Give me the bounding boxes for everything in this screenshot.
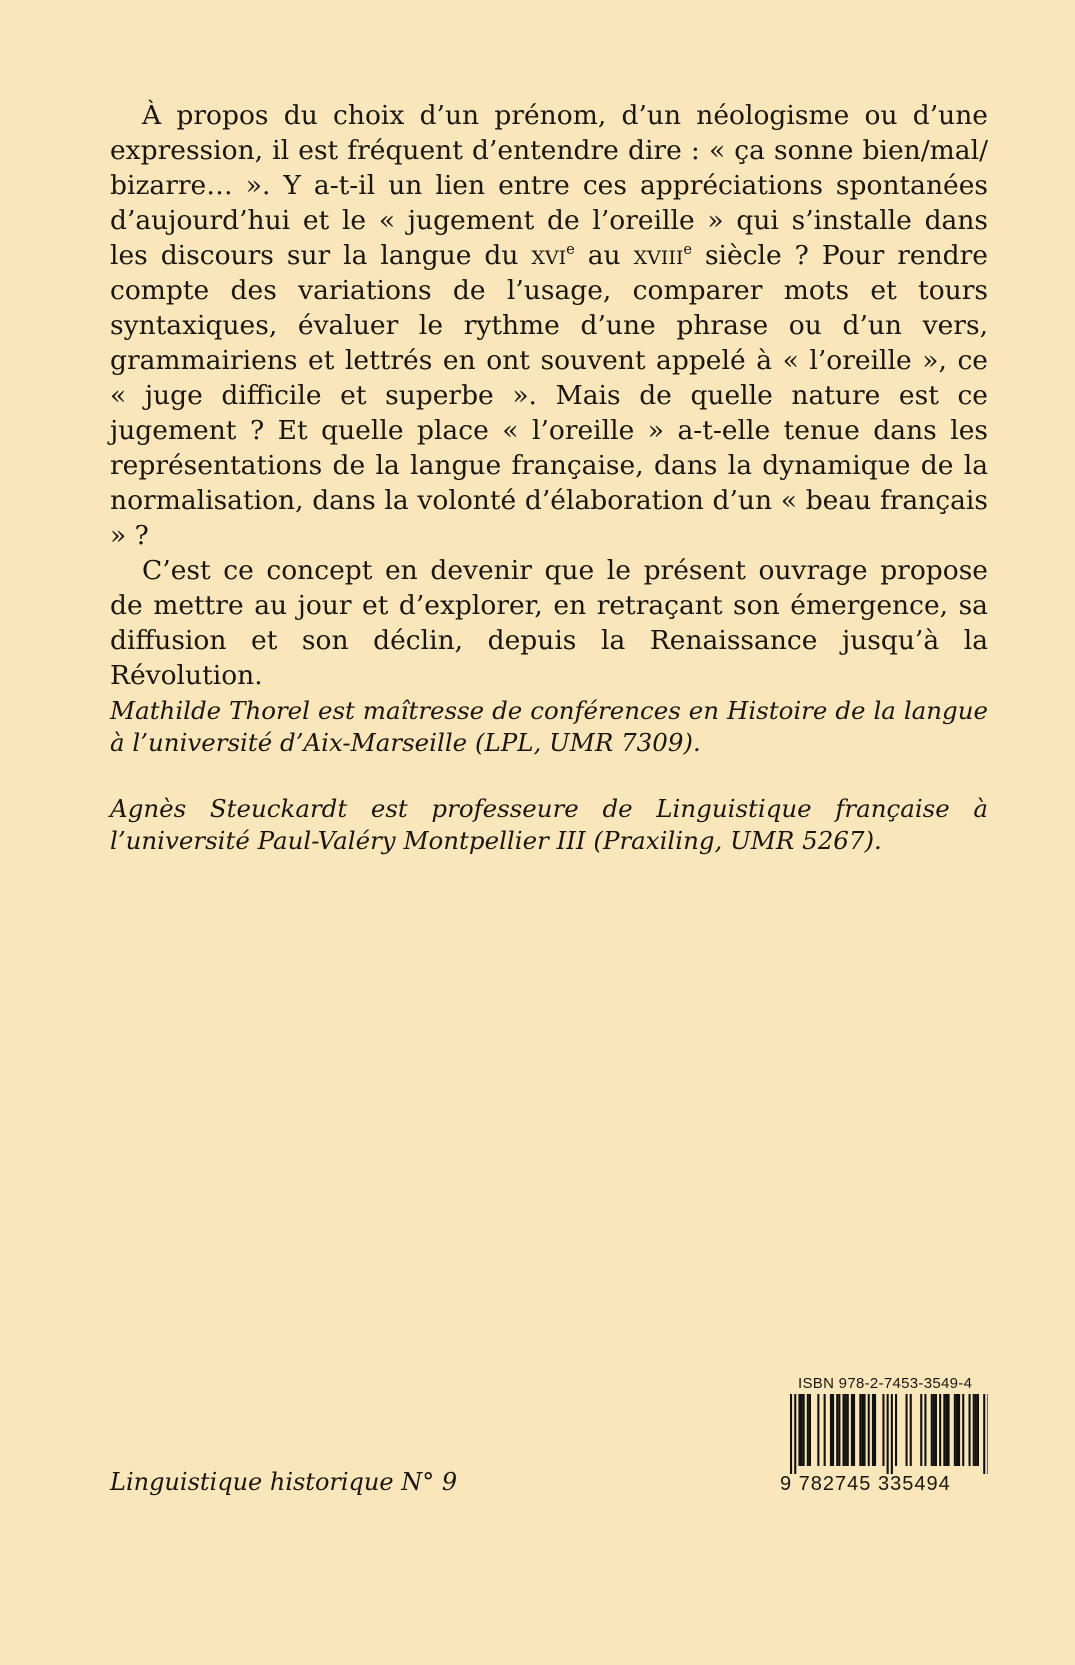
barcode-bar	[853, 1394, 855, 1466]
barcode-bar	[794, 1394, 796, 1474]
barcode-bar	[954, 1394, 956, 1466]
century-18: xviii	[633, 240, 684, 271]
barcode-bar	[830, 1394, 832, 1466]
barcode-bar	[958, 1394, 960, 1466]
barcode-digits: 9 782745 335494	[780, 1473, 951, 1495]
barcode-bar	[807, 1394, 809, 1466]
barcode-bar	[983, 1394, 985, 1474]
barcode-bar	[864, 1394, 866, 1466]
barcode-bar	[973, 1394, 975, 1466]
barcode-icon	[780, 1394, 988, 1474]
barcode-bar	[987, 1394, 988, 1474]
barcode-bar	[803, 1394, 805, 1466]
barcode-bar	[895, 1394, 897, 1466]
century-16: xvi	[531, 240, 567, 271]
barcode-bar	[817, 1394, 819, 1466]
barcode-bar	[945, 1394, 947, 1466]
barcode-bar	[943, 1394, 945, 1466]
barcode-bar	[861, 1394, 863, 1466]
blurb-text: au	[574, 240, 634, 271]
barcode-bar	[956, 1394, 958, 1466]
barcode-bar	[969, 1394, 971, 1466]
blurb-paragraph-1	[110, 98, 988, 553]
barcode-bar	[874, 1394, 876, 1466]
barcode-bar	[801, 1394, 803, 1466]
author-bio-thorel: Mathilde Thorel est maîtresse de conférences en Histoire de la langue à l’université d’Aix-Marseille (LPL, UMR 7309).	[110, 696, 988, 757]
barcode-bar	[887, 1394, 889, 1474]
barcode-bar	[868, 1394, 870, 1466]
barcode-bar	[948, 1394, 950, 1466]
barcode-bar	[798, 1394, 800, 1466]
barcode-bar	[843, 1394, 845, 1466]
barcode-bar	[790, 1394, 792, 1474]
blurb	[110, 98, 988, 693]
barcode-bar	[832, 1394, 834, 1466]
superscript-e: e	[566, 240, 575, 258]
blurb-paragraph-2: C’est ce concept en devenir que le présent ouvrage propose de mettre au jour et d’explorer, en retraçant son émergence, sa diffusion et son déclin, depuis la Renaissance jusqu’à la Révolution.	[110, 555, 988, 691]
barcode-bar	[838, 1394, 840, 1466]
barcode-bar	[882, 1394, 884, 1466]
barcode-bar	[939, 1394, 941, 1466]
barcode-bar	[847, 1394, 849, 1466]
barcode-bar	[809, 1394, 811, 1466]
isbn-barcode-block	[780, 1375, 988, 1496]
barcode-bar	[924, 1394, 926, 1466]
barcode-bar	[824, 1394, 826, 1466]
blurb-text: siècle ? Pour rendre compte des variations de l’usage, comparer mots et tours syntaxiques, évaluer le rythme d’une phrase ou d’un vers, grammairiens et lettrés en ont souvent appelé à « l’oreille », ce « juge difficile et superbe ». Mais de quelle nature est ce jugement ? Et quelle place « l’oreille » a-t-elle tenue dans les représentations de la langue française, dans la dynamique de la normalisation, dans la volonté d’élaboration d’un « beau français » ?	[110, 240, 988, 551]
barcode-bar	[906, 1394, 908, 1466]
barcode-bar	[910, 1394, 912, 1466]
barcode-bar	[851, 1394, 853, 1466]
barcode-bar	[962, 1394, 964, 1466]
series-title: Linguistique historique N° 9	[110, 1468, 458, 1496]
barcode-bar	[891, 1394, 893, 1474]
blurb-text: À propos du choix d’un prénom, d’un néologisme ou d’une expression, il est fréquent d’entendre dire : « ça sonne bien/mal/ bizarre… ». Y a-t-il un lien entre ces appréciations spontanées d’aujourd’hui et le « jugement de l’oreille » qui s’installe dans les discours sur la langue du	[110, 100, 988, 271]
barcode-bar	[845, 1394, 847, 1466]
barcode-bar	[872, 1394, 874, 1466]
barcode-bar	[935, 1394, 937, 1466]
barcode-bar	[920, 1394, 922, 1466]
superscript-e: e	[683, 240, 692, 258]
barcode-bar	[836, 1394, 838, 1466]
barcode-bar	[975, 1394, 977, 1466]
barcode-bar	[931, 1394, 933, 1466]
isbn-label: ISBN 978-2-7453-3549-4	[798, 1375, 973, 1392]
barcode-bar	[977, 1394, 979, 1466]
barcode-bar	[933, 1394, 935, 1466]
author-bio-steuckardt: Agnès Steuckardt est professeure de Linguistique française à l’université Paul-Valéry Montpellier III (Praxiling, UMR 5267).	[110, 794, 988, 855]
barcode-bar	[859, 1394, 861, 1466]
